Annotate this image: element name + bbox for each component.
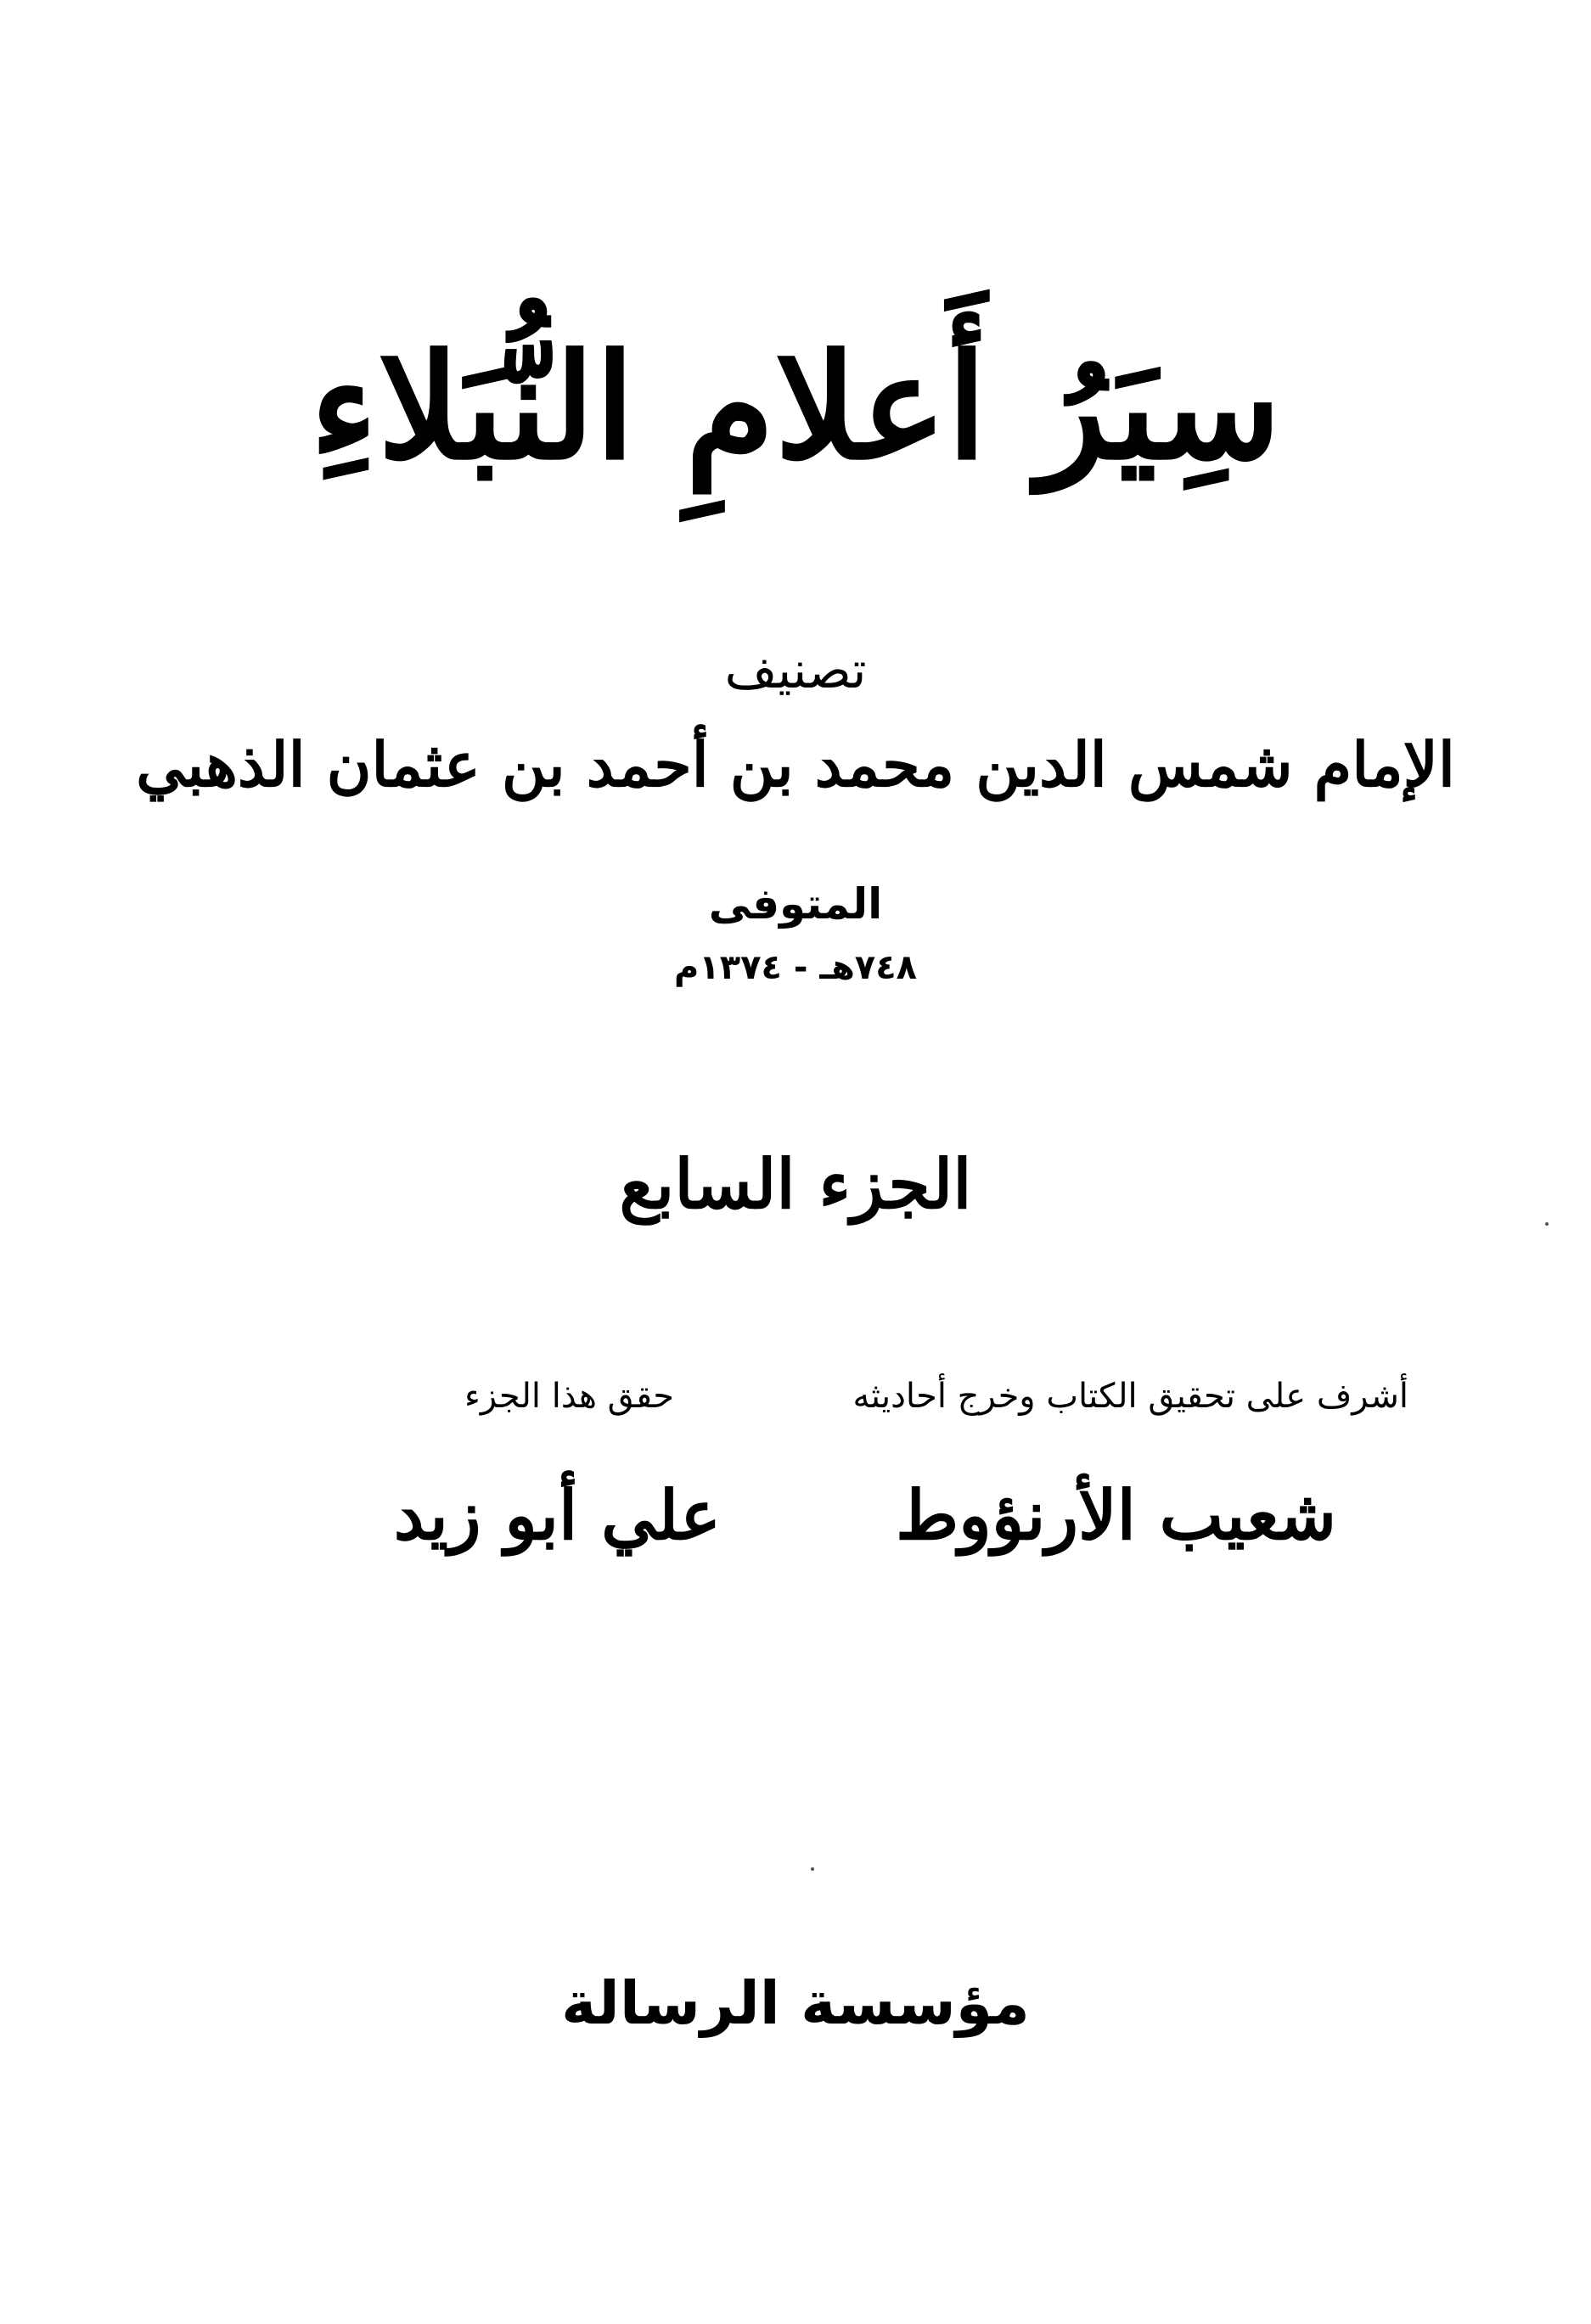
scan-speck xyxy=(811,1867,814,1871)
book-title: سِيَرُ أَعلامِ النُّبَلاءِ xyxy=(309,323,1282,492)
supervisor-name: شعيب الأرنؤوط xyxy=(896,1475,1336,1555)
editor-name: علي أبو زيد xyxy=(393,1475,721,1555)
author-label: تصنيف xyxy=(724,641,867,700)
editor-label: حقق هذا الجزء xyxy=(464,1377,674,1416)
death-label: المتوفى xyxy=(708,879,883,929)
death-dates: ٧٤٨هـ - ١٣٧٤م xyxy=(673,948,918,987)
volume-number: الجزء السابع xyxy=(619,1144,972,1224)
publisher-name: مؤسسة الرسالة xyxy=(561,1968,1030,2038)
author-name: الإمام شمس الدين محمد بن أحمد بن عثمان الذهبي xyxy=(136,728,1455,800)
scan-speck xyxy=(1545,1222,1549,1226)
supervisor-label: أشرف على تحقيق الكتاب وخرج أحاديثه xyxy=(852,1377,1408,1416)
